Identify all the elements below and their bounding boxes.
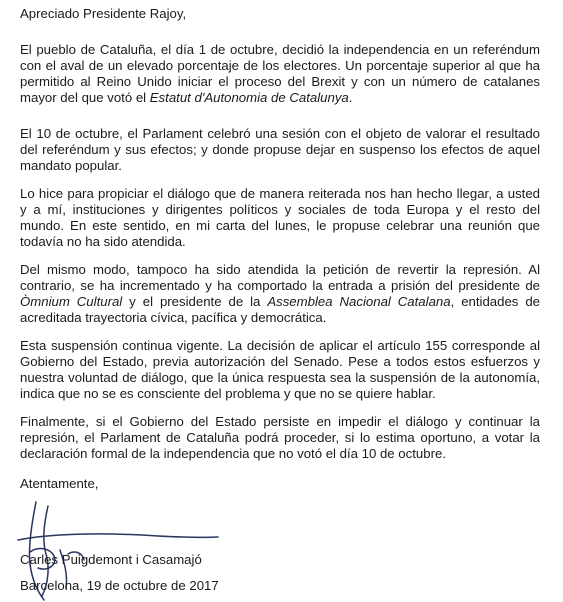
paragraph-4-mid: y el presidente de la (122, 294, 268, 309)
closing: Atentamente, (20, 476, 99, 491)
paragraph-2: El 10 de octubre, el Parlament celebró una sesión con el objeto de valorar el resultado del referéndum y sus efectos; y donde propuse dejar en suspenso los efectos de aquel mandato popular. (20, 126, 540, 173)
paragraph-3: Lo hice para propiciar el diálogo que de manera reiterada nos han hecho llegar, a usted y a mí, instituciones y dirigentes políticos y sociales de toda Europa y el resto del mundo. En este sentido, en mi carta del lunes, le propuse celebrar una reunión que todavía no ha sido atendida. (20, 186, 540, 249)
paragraph-4 (20, 262, 540, 326)
paragraph-1 (20, 42, 540, 106)
paragraph-4-text: Del mismo modo, tampoco ha sido atendida la petición de revertir la represión. Al contrario, se ha incrementado y ha comportado la entrada a prisión del presidente de (20, 262, 540, 293)
paragraph-5: Esta suspensión continua vigente. La decisión de aplicar el artículo 155 corresponde al Gobierno del Estado, previa autorización del Senado. Pese a todos estos esfuerzos y nuestra voluntad de diálogo, que la única respuesta sea la suspensión de la autonomía, indica que no se es consciente del problema y que no se quiere hablar. (20, 338, 540, 401)
paragraph-6: Finalmente, si el Gobierno del Estado persiste en impedir el diálogo y continuar la represión, el Parlament de Cataluña podrá proceder, si lo estima oportuno, a votar la declaración formal de la independencia que no votó el día 10 de octubre. (20, 414, 540, 461)
paragraph-4-end: , entidades de acreditada trayectoria cívica, pacífica y democrática. (20, 294, 541, 325)
paragraph-1-end: . (348, 90, 353, 105)
statute-title: Estatut d'Autonomia de Catalunya (149, 90, 349, 105)
salutation: Apreciado Presidente Rajoy, (20, 6, 187, 21)
paragraph-1-text: El pueblo de Cataluña, el día 1 de octubre, decidió la independencia en un referéndum con el aval de un elevado porcentaje de los electores. Un porcentaje superior al que ha permitido al Reino Unido iniciar el proceso del Brexit y con un número de catalanes mayor del que votó el (20, 42, 540, 105)
place-date: Barcelona, 19 de octubre de 2017 (20, 578, 219, 593)
omnium-cultural: Òmnium Cultural (20, 294, 123, 309)
signer-name: Carles Puigdemont i Casamajó (20, 552, 202, 567)
assemblea-nacional-catalana: Assemblea Nacional Catalana (267, 294, 451, 309)
